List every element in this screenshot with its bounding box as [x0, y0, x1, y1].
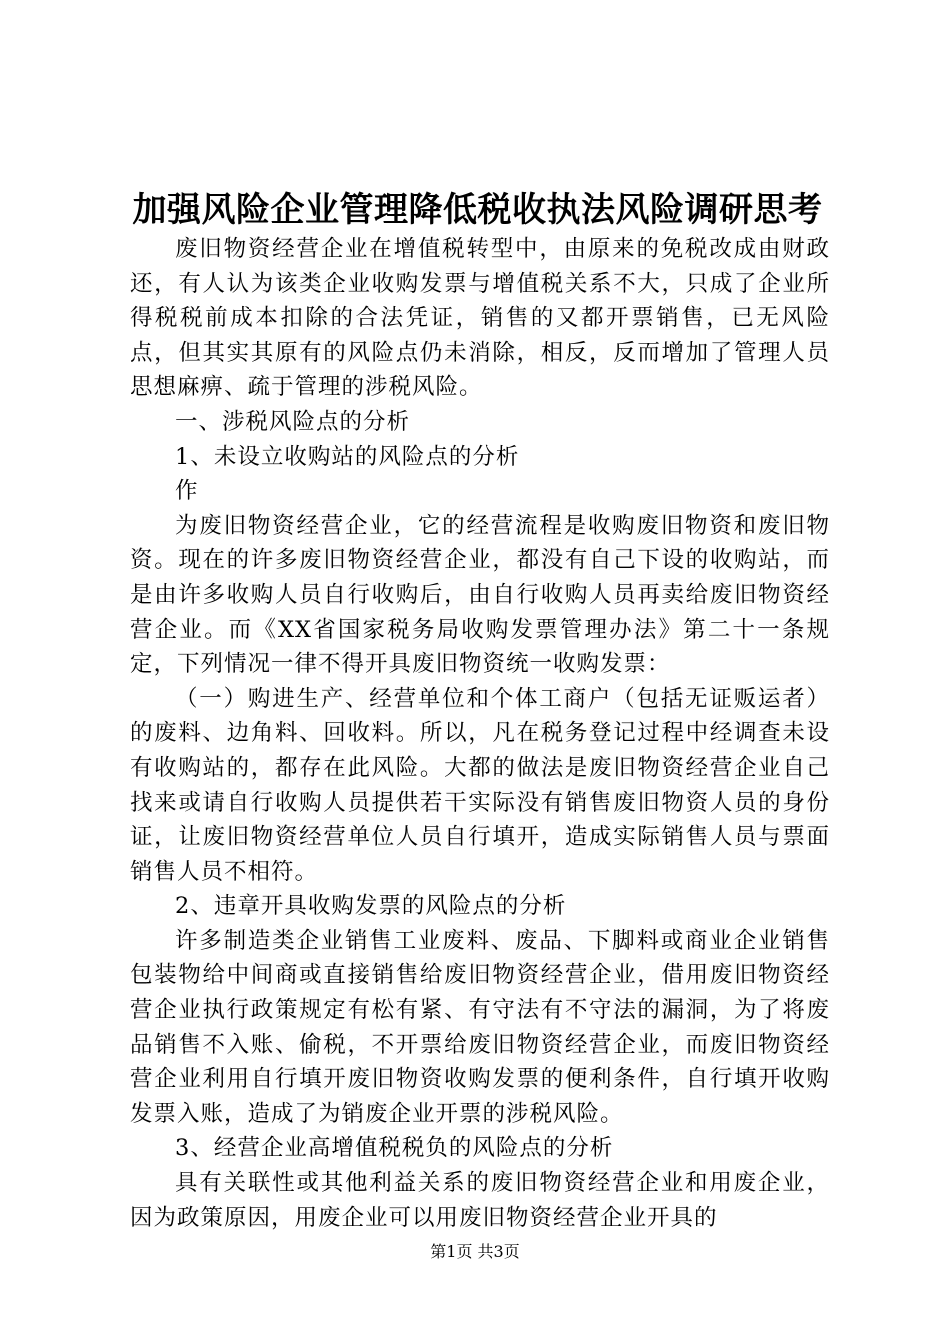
page-footer: 第1页 共3页 — [430, 1242, 520, 1261]
section-heading: 一、涉税风险点的分析 — [175, 408, 411, 435]
paragraph: （一）购进生产、经营单位和个体工商户（包括无证贩运者）的废料、边角料、回收料。所以，凡在税务登记过程中经调查未设有收购站的，都存在此风险。大都的做法是废旧物资经营企业自己找来或请自行收购人员提供若干实际没有销售废旧物资人员的身份证，让废旧物资经营单位人员自行填开，造成实际销售人员与票面销售人员不相符。 — [130, 685, 830, 885]
document-body — [130, 232, 830, 1235]
paragraph: 为废旧物资经营企业，它的经营流程是收购废旧物资和废旧物资。现在的许多废旧物资经营企业，都没有自己下设的收购站，而是由许多收购人员自行收购后，由自行收购人员再卖给废旧物资经营企业。而《XX省国家税务局收购发票管理办法》第二十一条规定，下列情况一律不得开具废旧物资统一收购发票： — [130, 512, 830, 678]
subsection-heading: 3、经营企业高增值税税负的风险点的分析 — [175, 1135, 614, 1162]
subsection-heading: 1、未设立收购站的风险点的分析 — [175, 443, 520, 470]
document-title: 加强风险企业管理降低税收执法风险调研思考 — [132, 190, 823, 230]
paragraph: 许多制造类企业销售工业废料、废品、下脚料或商业企业销售包装物给中间商或直接销售给废旧物资经营企业，借用废旧物资经营企业执行政策规定有松有紧、有守法有不守法的漏洞，为了将废品销售不入账、偷税，不开票给废旧物资经营企业，而废旧物资经营企业利用自行填开废旧物资收购发票的便利条件，自行填开收购发票入账，造成了为销废企业开票的涉税风险。 — [130, 927, 830, 1127]
paragraph: 废旧物资经营企业在增值税转型中，由原来的免税改成由财政还，有人认为该类企业收购发票与增值税关系不大，只成了企业所得税税前成本扣除的合法凭证，销售的又都开票销售，已无风险点，但其实其原有的风险点仍未消除，相反，反而增加了管理人员思想麻痹、疏于管理的涉税风险。 — [130, 236, 830, 401]
subsection-heading: 2、违章开具收购发票的风险点的分析 — [175, 893, 567, 920]
paragraph: 作 — [175, 478, 199, 505]
paragraph: 具有关联性或其他利益关系的废旧物资经营企业和用废企业，因为政策原因，用废企业可以用废旧物资经营企业开具的 — [130, 1170, 830, 1231]
